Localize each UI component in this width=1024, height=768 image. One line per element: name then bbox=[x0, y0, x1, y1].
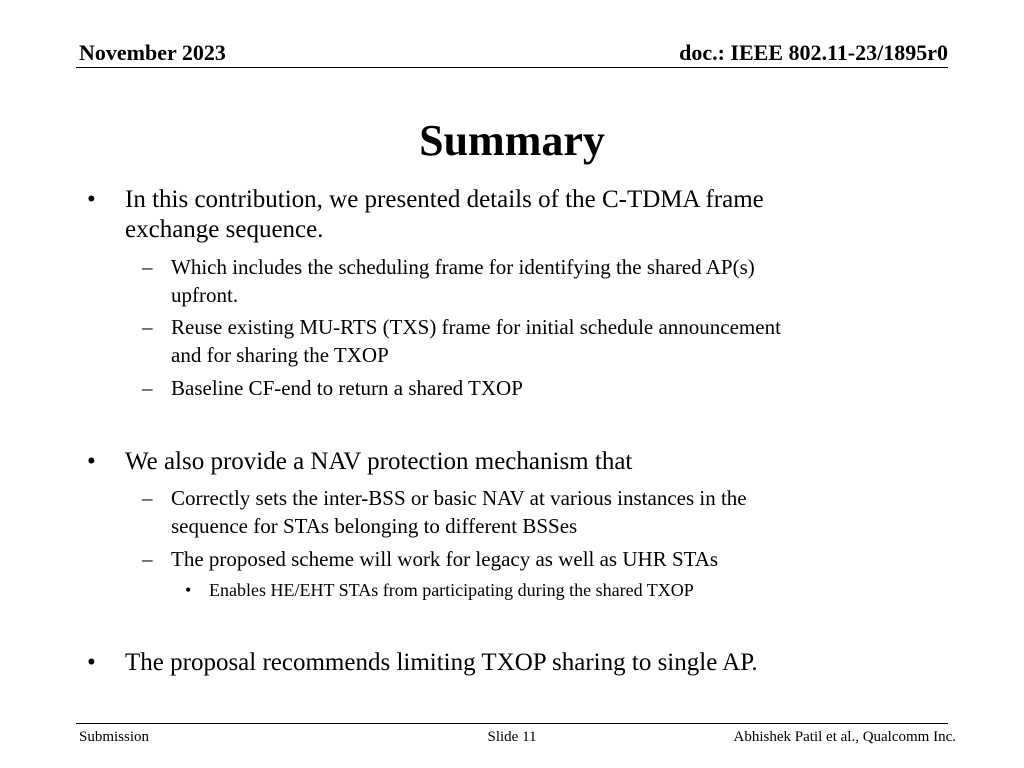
dash-marker: – bbox=[142, 315, 153, 339]
footer-slide-number: Slide 11 bbox=[487, 729, 537, 745]
footer-submission: Submission bbox=[79, 729, 150, 745]
dash-marker: – bbox=[142, 376, 153, 400]
bullet-item bbox=[87, 648, 758, 678]
bullet-item bbox=[87, 185, 764, 245]
header-divider bbox=[76, 67, 948, 68]
bullet-marker: • bbox=[87, 448, 96, 475]
header-date: November 2023 bbox=[79, 40, 226, 65]
sub-bullet-line: and for sharing the TXOP bbox=[171, 343, 389, 367]
sub-bullet-line: Baseline CF-end to return a shared TXOP bbox=[171, 376, 523, 400]
sub-bullet-item bbox=[142, 253, 755, 309]
slide-title: Summary bbox=[419, 116, 605, 165]
sub-bullet-line: Correctly sets the inter-BSS or basic NAV at various instances in the bbox=[171, 486, 747, 510]
bullet-marker: • bbox=[87, 649, 96, 676]
sub-bullet-item bbox=[142, 374, 523, 402]
bullet-line: In this contribution, we presented details of the C-TDMA frame bbox=[125, 186, 764, 213]
bullet-item bbox=[87, 447, 633, 477]
bullet-line: exchange sequence. bbox=[125, 216, 324, 243]
bullet-marker: • bbox=[87, 186, 96, 213]
sub-bullet-line: sequence for STAs belonging to different BSSes bbox=[171, 514, 578, 538]
dash-marker: – bbox=[142, 486, 153, 510]
sub-bullet-line: The proposed scheme will work for legacy as well as UHR STAs bbox=[171, 547, 719, 571]
sub-sub-bullet-line: Enables HE/EHT STAs from participating during the shared TXOP bbox=[209, 580, 694, 600]
sub-bullet-line: upfront. bbox=[171, 283, 239, 307]
header-doc-id: doc.: IEEE 802.11-23/1895r0 bbox=[679, 40, 948, 65]
sub-sub-bullet-item bbox=[185, 578, 694, 602]
sub-bullet-item bbox=[142, 313, 781, 369]
footer-divider bbox=[76, 723, 948, 724]
small-bullet-marker: • bbox=[185, 580, 192, 600]
sub-bullet-item bbox=[142, 484, 747, 540]
sub-bullet-item bbox=[142, 545, 719, 573]
sub-bullet-line: Which includes the scheduling frame for identifying the shared AP(s) bbox=[171, 255, 755, 279]
bullet-line: The proposal recommends limiting TXOP sharing to single AP. bbox=[125, 649, 758, 676]
footer-authors: Abhishek Patil et al., Qualcomm Inc. bbox=[733, 729, 956, 745]
bullet-line: We also provide a NAV protection mechanism that bbox=[125, 448, 633, 475]
dash-marker: – bbox=[142, 547, 153, 571]
dash-marker: – bbox=[142, 255, 153, 279]
sub-bullet-line: Reuse existing MU-RTS (TXS) frame for initial schedule announcement bbox=[171, 315, 781, 339]
